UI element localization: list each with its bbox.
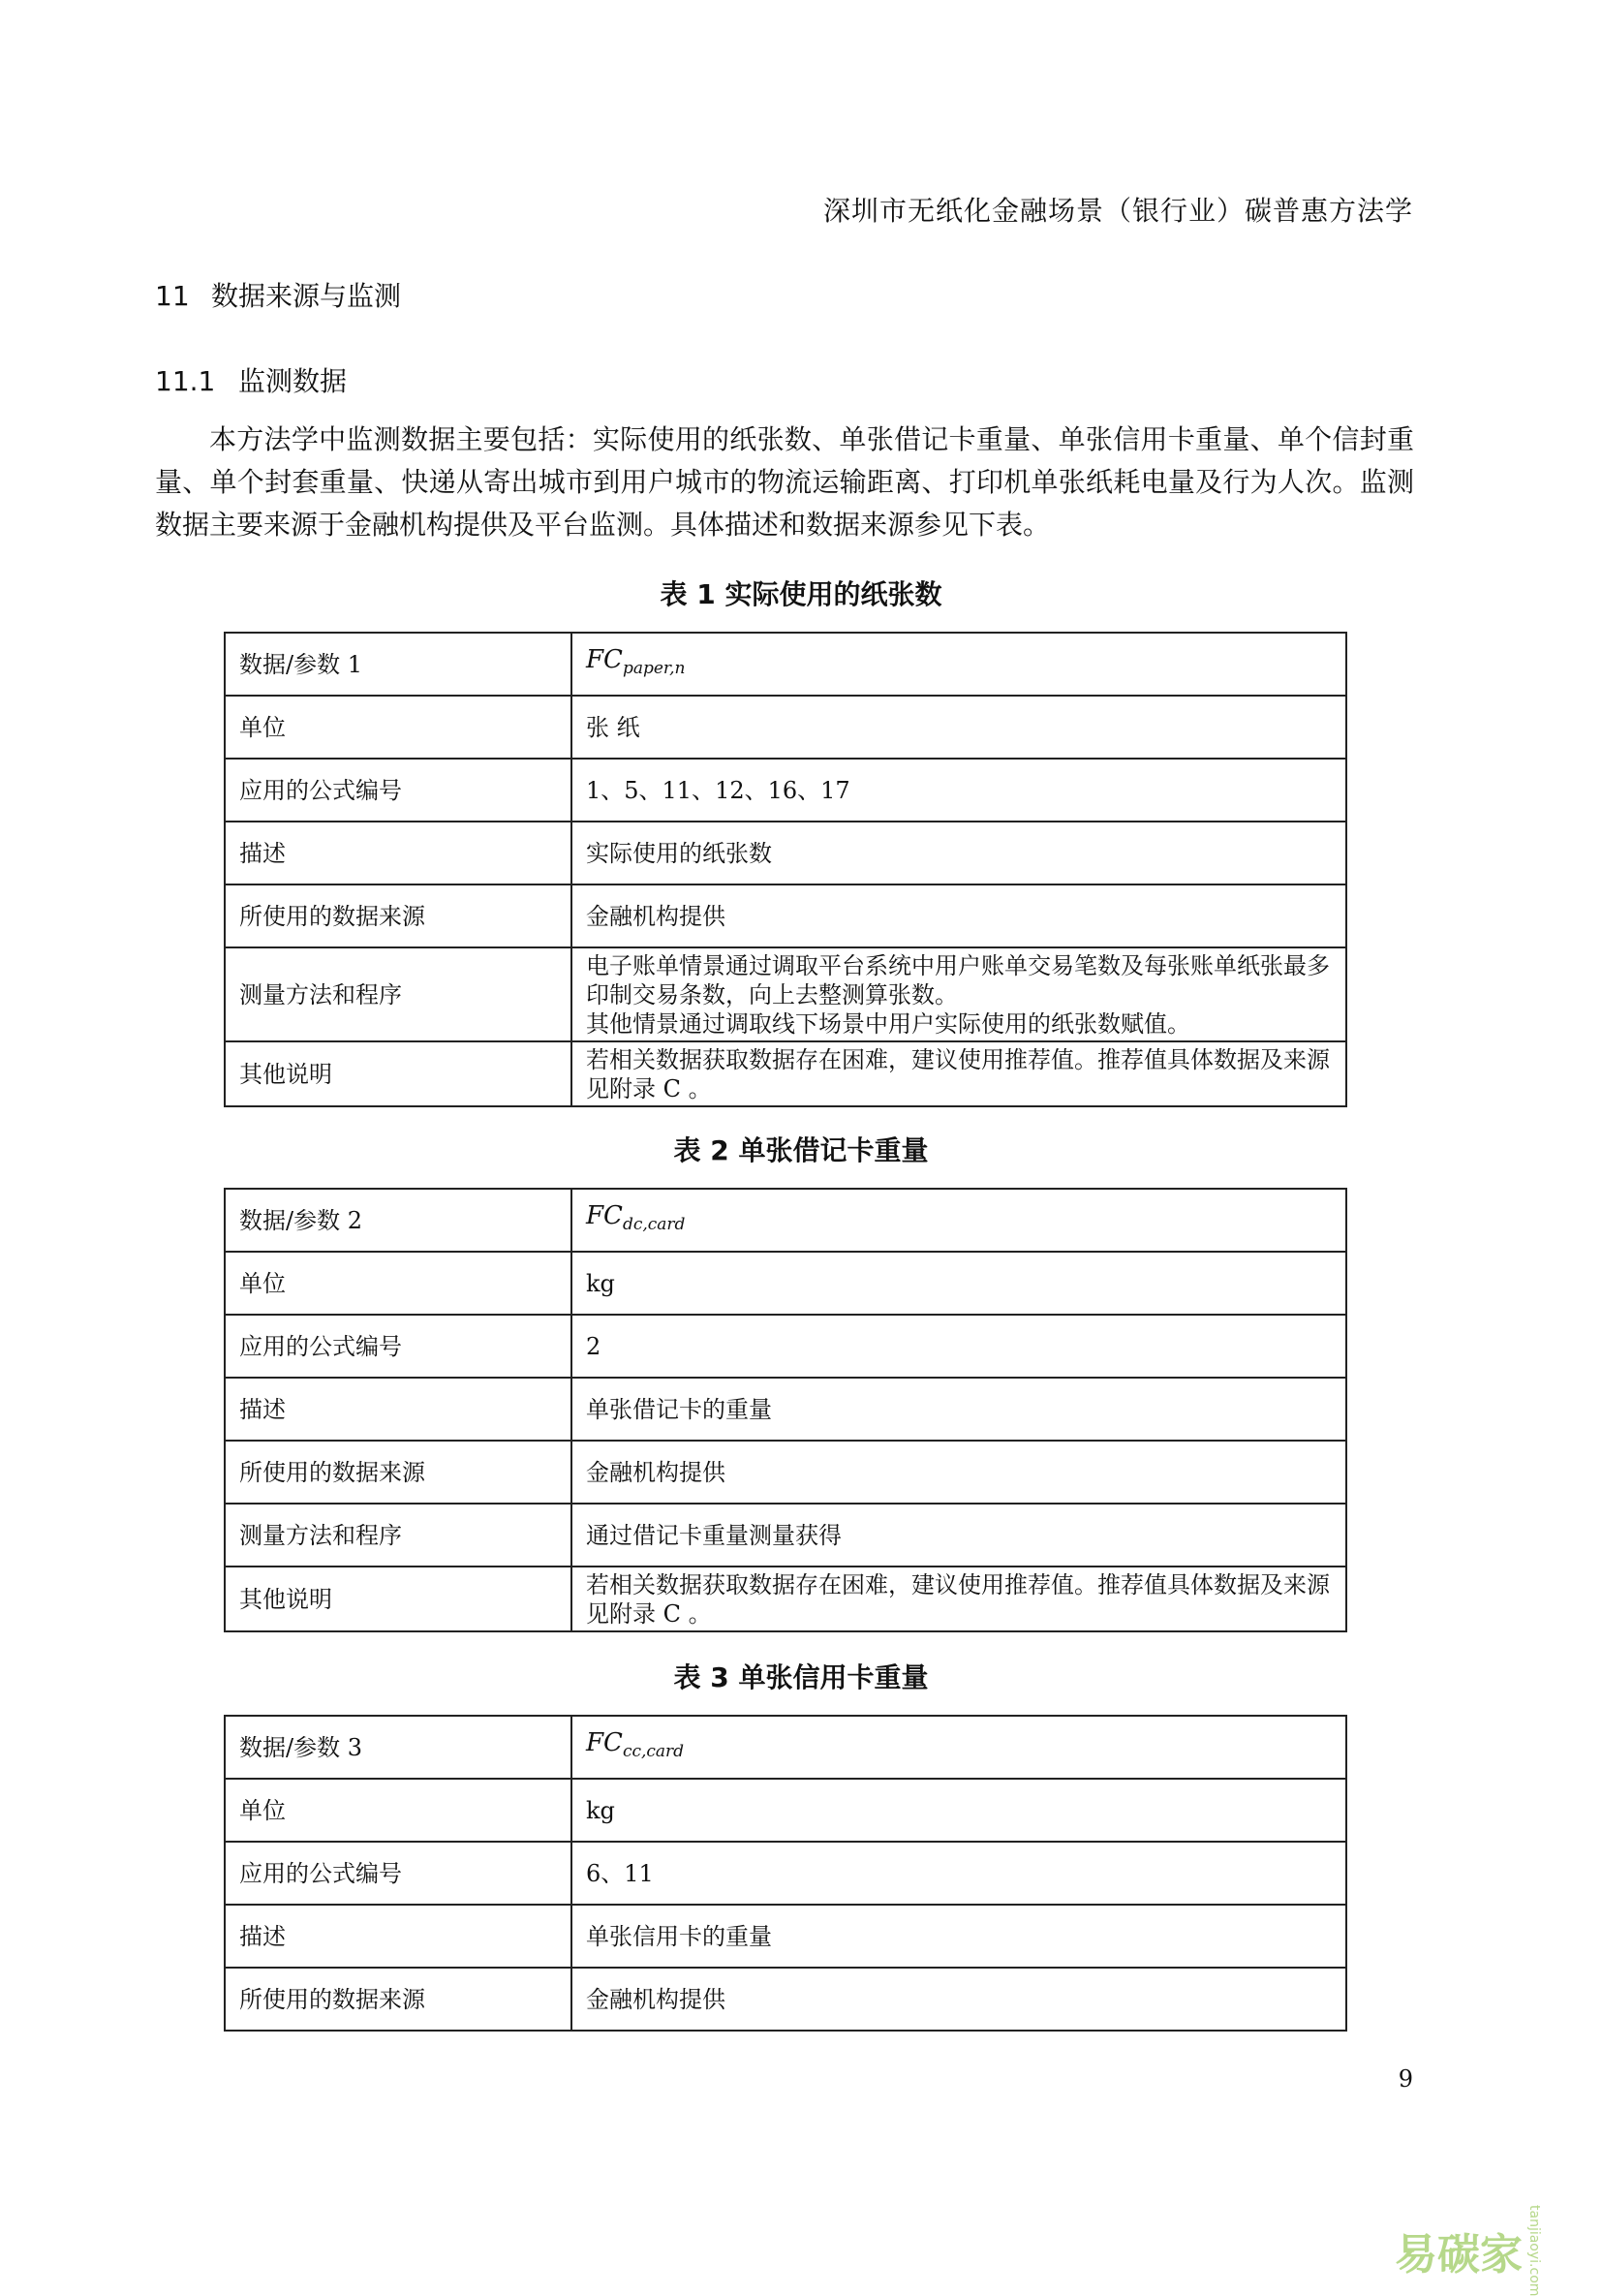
row-value: kg: [571, 1252, 1346, 1315]
row-label: 单位: [225, 696, 571, 759]
table-row: [225, 1189, 1346, 1252]
table-row: [225, 1315, 1346, 1378]
row-label: 所使用的数据来源: [225, 1441, 571, 1504]
subsection-heading: [155, 360, 347, 399]
page-number: 9: [1398, 2065, 1413, 2093]
section-number: 11: [155, 280, 190, 312]
table-1: [224, 632, 1347, 1107]
row-label: 所使用的数据来源: [225, 884, 571, 947]
table-row: [225, 1252, 1346, 1315]
row-label: 数据/参数 2: [225, 1189, 571, 1252]
row-label: 所使用的数据来源: [225, 1968, 571, 2031]
table-row: [225, 1842, 1346, 1905]
param-symbol: $FC_{cc,card}$: [571, 1716, 1346, 1779]
param-symbol: $FC_{paper,n}$: [571, 633, 1346, 696]
watermark-logo: [1395, 2205, 1542, 2296]
section-heading: [155, 275, 401, 314]
table-3-caption: 表 3 单张信用卡重量: [673, 1661, 929, 1693]
table-row: [225, 1968, 1346, 2031]
row-value: 电子账单情景通过调取平台系统中用户账单交易笔数及每张账单纸张最多印制交易条数，向上去整测算张数。 其他情景通过调取线下场景中用户实际使用的纸张数赋值。: [571, 947, 1346, 1041]
row-value: 金融机构提供: [571, 884, 1346, 947]
table-row: [225, 1779, 1346, 1842]
param-symbol: $FC_{dc,card}$: [571, 1189, 1346, 1252]
row-value: 金融机构提供: [571, 1968, 1346, 2031]
table-row: [225, 822, 1346, 884]
table-row: [225, 696, 1346, 759]
table-row: [225, 1716, 1346, 1779]
row-value: 单张借记卡的重量: [571, 1378, 1346, 1441]
row-value: 1、5、11、12、16、17: [571, 759, 1346, 822]
table-row: [225, 1441, 1346, 1504]
table-2: [224, 1188, 1347, 1632]
row-value: 单张信用卡的重量: [571, 1905, 1346, 1968]
intro-paragraph: 本方法学中监测数据主要包括：实际使用的纸张数、单张借记卡重量、单张信用卡重量、单个信封重量、单个封套重量、快递从寄出城市到用户城市的物流运输距离、打印机单张纸耗电量及行为人次。监测数据主要来源于金融机构提供及平台监测。具体描述和数据来源参见下表。: [155, 423, 1414, 541]
row-label: 单位: [225, 1779, 571, 1842]
table-row: [225, 1567, 1346, 1631]
row-label: 其他说明: [225, 1567, 571, 1631]
row-value: 若相关数据获取数据存在困难，建议使用推荐值。推荐值具体数据及来源见附录 C 。: [571, 1041, 1346, 1106]
table-1-caption: 表 1 实际使用的纸张数: [660, 578, 942, 610]
table-3: [224, 1715, 1347, 2032]
table-2-caption: 表 2 单张借记卡重量: [673, 1134, 929, 1166]
row-label: 应用的公式编号: [225, 1842, 571, 1905]
subsection-number: 11.1: [155, 365, 216, 397]
row-label: 应用的公式编号: [225, 1315, 571, 1378]
row-value: 张 纸: [571, 696, 1346, 759]
table-row: [225, 1378, 1346, 1441]
watermark-text: 易碳家: [1395, 2230, 1523, 2280]
row-value: kg: [571, 1779, 1346, 1842]
table-row: [225, 1041, 1346, 1106]
row-value: 通过借记卡重量测量获得: [571, 1504, 1346, 1567]
watermark-domain: tanjiaoyi.com: [1526, 2205, 1542, 2296]
row-label: 描述: [225, 822, 571, 884]
subsection-title: 监测数据: [238, 365, 348, 397]
row-value: 2: [571, 1315, 1346, 1378]
row-value: 实际使用的纸张数: [571, 822, 1346, 884]
row-label: 测量方法和程序: [225, 1504, 571, 1567]
table-row: [225, 1504, 1346, 1567]
table-row: [225, 633, 1346, 696]
row-label: 数据/参数 3: [225, 1716, 571, 1779]
row-label: 数据/参数 1: [225, 633, 571, 696]
row-label: 单位: [225, 1252, 571, 1315]
row-label: 其他说明: [225, 1041, 571, 1106]
running-header: 深圳市无纸化金融场景（银行业）碳普惠方法学: [822, 195, 1413, 227]
section-title: 数据来源与监测: [211, 280, 402, 312]
table-row: [225, 1905, 1346, 1968]
row-value: 金融机构提供: [571, 1441, 1346, 1504]
table-row: [225, 884, 1346, 947]
row-value: 6、11: [571, 1842, 1346, 1905]
row-label: 应用的公式编号: [225, 759, 571, 822]
row-label: 测量方法和程序: [225, 947, 571, 1041]
row-value: 若相关数据获取数据存在困难，建议使用推荐值。推荐值具体数据及来源见附录 C 。: [571, 1567, 1346, 1631]
table-row: [225, 947, 1346, 1041]
row-label: 描述: [225, 1378, 571, 1441]
row-label: 描述: [225, 1905, 571, 1968]
table-row: [225, 759, 1346, 822]
